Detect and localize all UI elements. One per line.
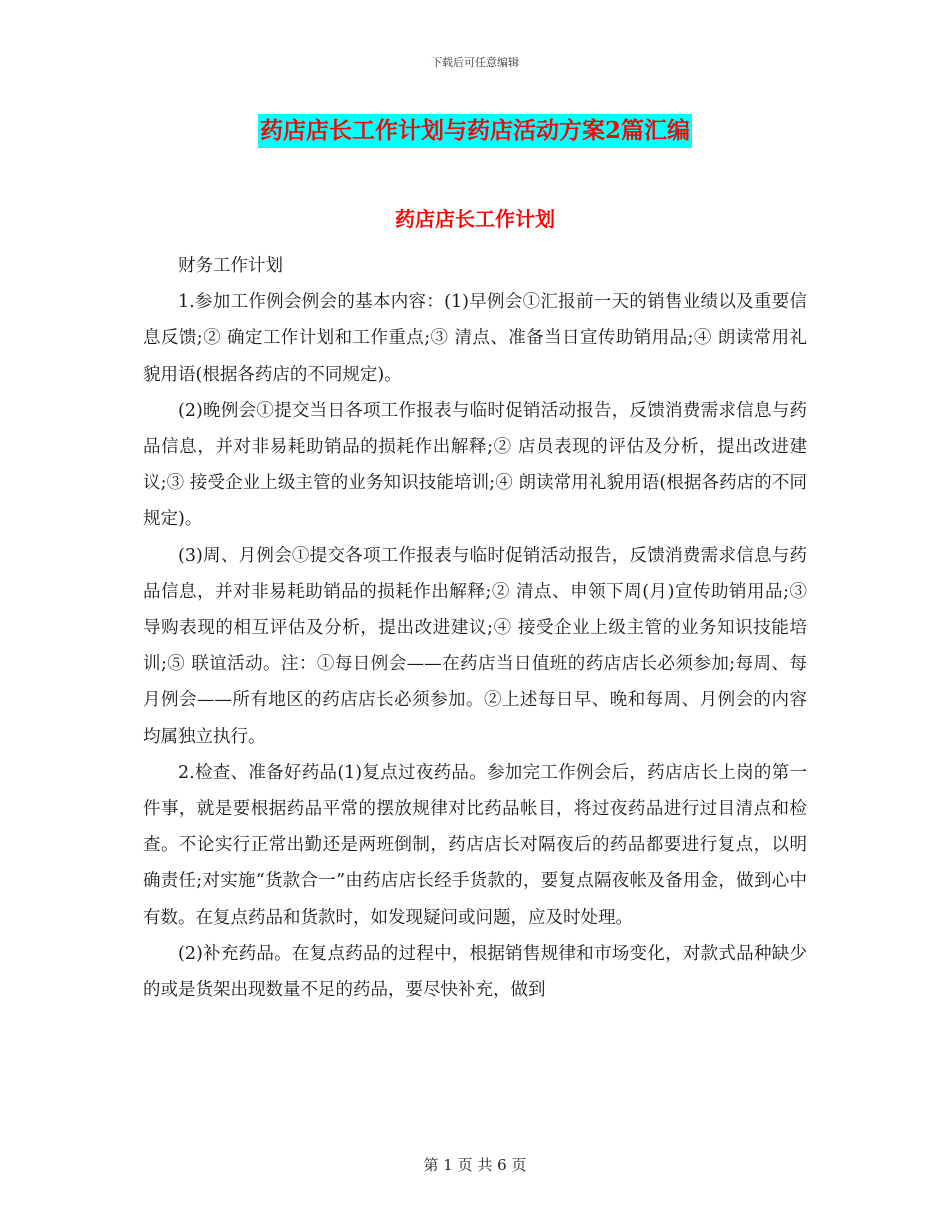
paragraph: (2)补充药品。在复点药品的过程中，根据销售规律和市场变化，对款式品种缺少的或是货架出现数量不足的药品，要尽快补充，做到: [143, 943, 807, 1001]
document-title: 药店店长工作计划与药店活动方案2篇汇编: [258, 114, 692, 148]
body-text: [143, 248, 807, 1008]
page-footer: 第 1 页 共 6 页: [423, 1156, 527, 1174]
header-note: 下载后可任意编辑: [431, 56, 519, 69]
paragraph: 2.检查、准备好药品(1)复点过夜药品。参加完工作例会后，药店店长上岗的第一件事，就是要根据药品平常的摆放规律对比药品帐目，将过夜药品进行过目清点和检查。不论实行正常出勤还是两班倒制，药店店长对隔夜后的药品都要进行复点，以明确责任;对实施“货款合一”由药店店长经手货款的，要复点隔夜帐及备用金，做到心中有数。在复点药品和货款时，如发现疑问或问题，应及时处理。: [143, 762, 807, 928]
main-title-wrap: [0, 114, 950, 148]
section-title: 药店店长工作计划: [395, 207, 555, 231]
paragraph: (3)周、月例会①提交各项工作报表与临时促销活动报告，反馈消费需求信息与药品信息，并对非易耗助销品的损耗作出解释;② 清点、申领下周(月)宣传助销用品;③ 导购表现的相互评估及分析，提出改进建议;④ 接受企业上级主管的业务知识技能培训;⑤ 联谊活动。注：①每日例会——在药店当日值班的药店店长必须参加;每周、每月例会——所有地区的药店店长必须参加。②上述每日早、晚和每周、月例会的内容均属独立执行。: [143, 545, 807, 747]
paragraph: (2)晚例会①提交当日各项工作报表与临时促销活动报告，反馈消费需求信息与药品信息，并对非易耗助销品的损耗作出解释;② 店员表现的评估及分析，提出改进建议;③ 接受企业上级主管的业务知识技能培训;④ 朗读常用礼貌用语(根据各药店的不同规定)。: [143, 400, 807, 530]
paragraph: 1.参加工作例会例会的基本内容：(1)早例会①汇报前一天的销售业绩以及重要信息反馈;② 确定工作计划和工作重点;③ 清点、准备当日宣传助销用品;④ 朗读常用礼貌用语(根据各药店的不同规定)。: [143, 292, 807, 385]
paragraph: 财务工作计划: [178, 256, 283, 276]
